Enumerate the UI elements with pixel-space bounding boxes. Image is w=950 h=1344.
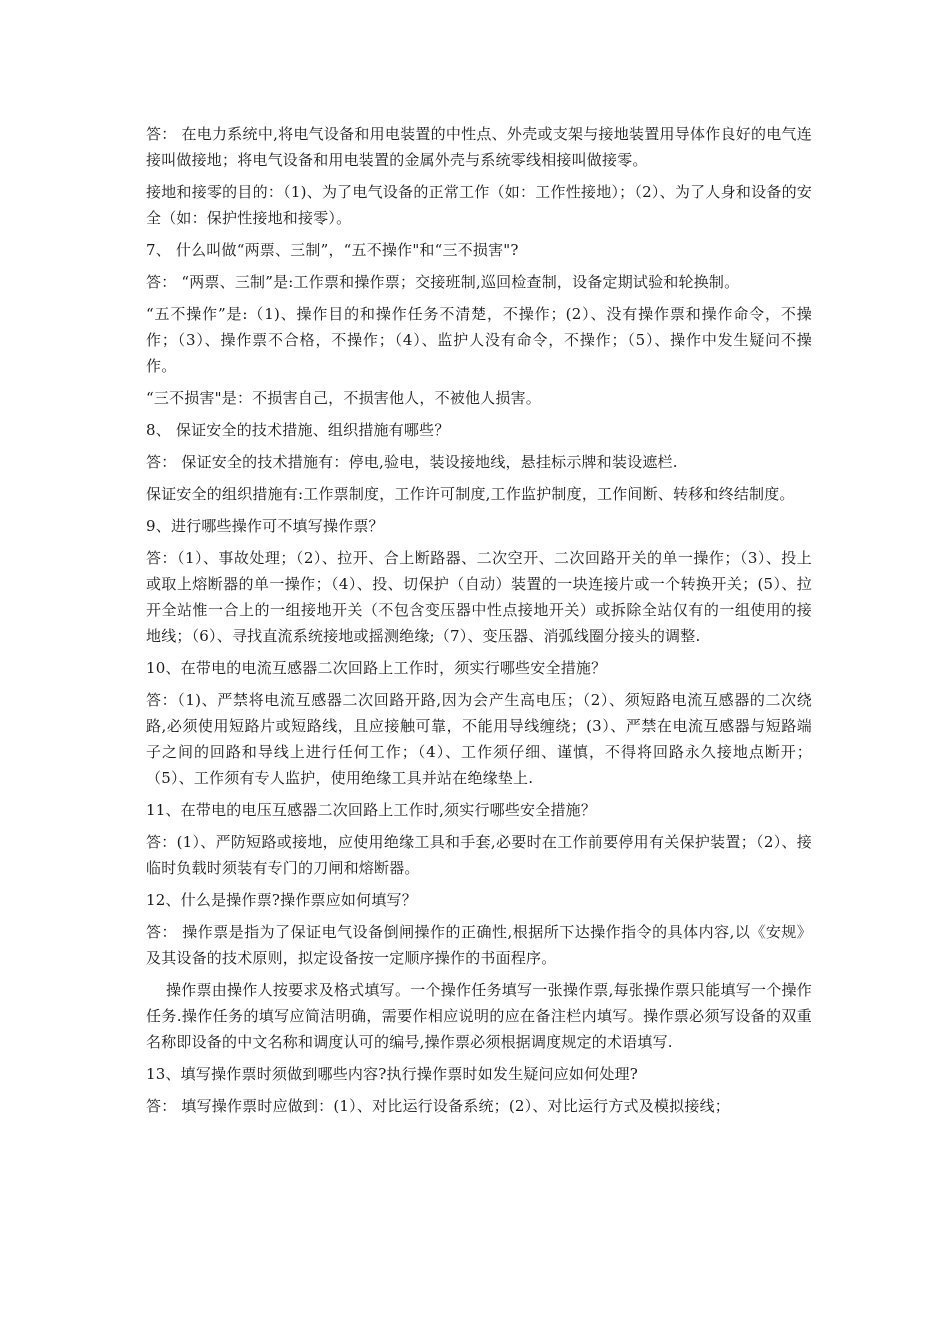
document-body — [146, 121, 812, 1125]
paragraph: 接地和接零的目的：（1)、为了电气设备的正常工作（如：工作性接地）；（2）、为了人身和设备的安全（如：保护性接地和接零）。 — [146, 183, 812, 227]
paragraph: 13、填写操作票时须做到哪些内容?执行操作票时如发生疑问应如何处理? — [146, 1065, 638, 1083]
paragraph: 12、什么是操作票?操作票应如何填写？ — [146, 891, 417, 909]
paragraph: 11、在带电的电压互感器二次回路上工作时,须实行哪些安全措施？ — [146, 801, 597, 819]
paragraph: 答： “两票、三制”是:工作票和操作票；交接班制,巡回检查制，设备定期试验和轮换制。 — [146, 273, 740, 291]
paragraph: 保证安全的组织措施有:工作票制度，工作许可制度,工作监护制度，工作间断、转移和终结制度。 — [146, 485, 795, 503]
paragraph: 9、进行哪些操作可不填写操作票？ — [146, 517, 384, 535]
paragraph: 10、在带电的电流互感器二次回路上工作时，须实行哪些安全措施？ — [146, 659, 607, 677]
paragraph: 操作票由操作人按要求及格式填写。一个操作任务填写一张操作票,每张操作票只能填写一个操作任务.操作任务的填写应简洁明确，需要作相应说明的应在备注栏内填写。操作票必须写设备的双重名称即设备的中文名称和调度认可的编号,操作票必须根据调度规定的术语填写. — [146, 981, 812, 1051]
paragraph: 答： 操作票是指为了保证电气设备倒闸操作的正确性,根据所下达操作指令的具体内容,以《安规》及其设备的技术原则，拟定设备按一定顺序操作的书面程序。 — [146, 923, 812, 967]
paragraph: 答：（1）、事故处理；（2）、拉开、合上断路器、二次空开、二次回路开关的单一操作；（3）、投上或取上熔断器的单一操作；（4）、投、切保护（自动）装置的一块连接片或一个转换开关；(5）、拉开全站惟一合上的一组接地开关（不包含变压器中性点接地开关）或拆除全站仅有的一组使用的接地线；（6）、寻找直流系统接地或摇测绝缘;（7）、变压器、消弧线圈分接头的调整. — [146, 549, 812, 645]
paragraph: 8、 保证安全的技术措施、组织措施有哪些？ — [146, 421, 450, 439]
paragraph: 答： 保证安全的技术措施有：停电,验电，装设接地线，悬挂标示牌和装设遮栏. — [146, 453, 678, 471]
paragraph: 答：(1）、严防短路或接地，应使用绝缘工具和手套,必要时在工作前要停用有关保护装置；（2）、接临时负载时须装有专门的刀闸和熔断器。 — [146, 833, 812, 877]
paragraph: “五不操作”是:（1)、操作目的和操作任务不清楚，不操作；(2）、没有操作票和操作命令，不操作；（3）、操作票不合格，不操作；（4）、监护人没有命令，不操作；（5）、操作中发生疑问不操作。 — [146, 305, 812, 375]
paragraph: 答： 填写操作票时应做到：(1）、对比运行设备系统；(2）、对比运行方式及模拟接线； — [146, 1097, 730, 1115]
paragraph: 7、 什么叫做“两票、三制”，“五不操作"和“三不损害"? — [146, 241, 519, 259]
paragraph: 答： 在电力系统中,将电气设备和用电装置的中性点、外壳或支架与接地装置用导体作良好的电气连接叫做接地；将电气设备和用电装置的金属外壳与系统零线相接叫做接零。 — [146, 125, 812, 169]
paragraph: 答：（1)、严禁将电流互感器二次回路开路,因为会产生高电压；（2）、须短路电流互感器的二次绕路,必须使用短路片或短路线，且应接触可靠，不能用导线缠绕；(3）、严禁在电流互感器与短路端子之间的回路和导线上进行任何工作；（4）、工作须仔细、谨慎，不得将回路永久接地点断开；（5）、工作须有专人监护，使用绝缘工具并站在绝缘垫上. — [146, 691, 812, 787]
paragraph: “三不损害"是：不损害自己，不损害他人，不被他人损害。 — [146, 389, 541, 407]
